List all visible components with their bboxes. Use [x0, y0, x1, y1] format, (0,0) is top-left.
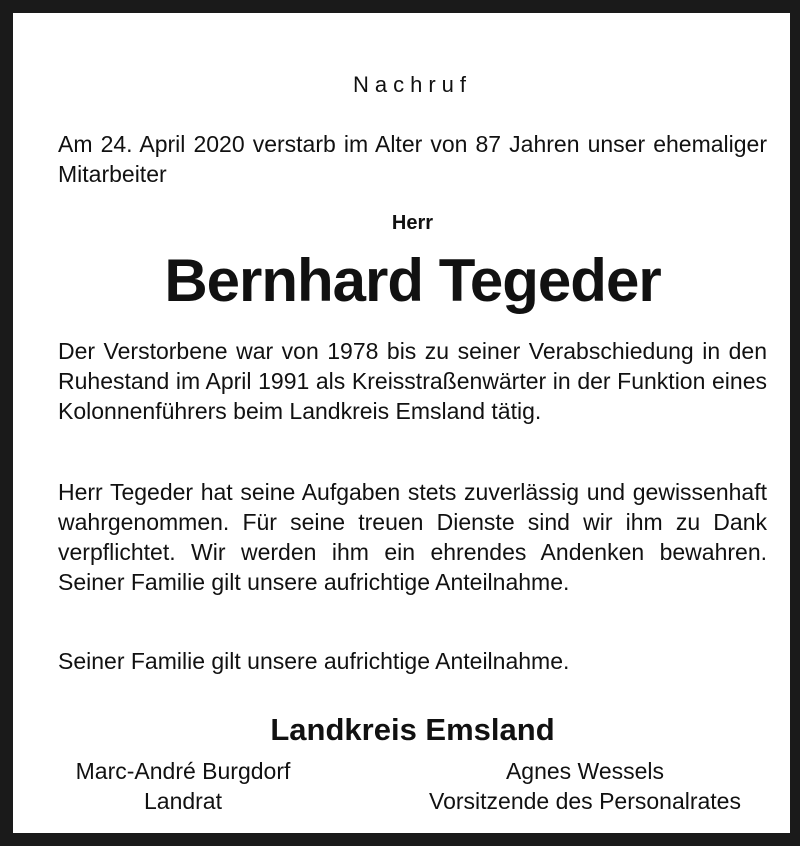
signatory-left [58, 756, 308, 816]
sender-organization: Landkreis Emsland [270, 712, 555, 747]
signatory-name: Marc-André Burgdorf [75, 758, 291, 784]
intro-text: Am 24. April 2020 verstarb im Alter von 87 Jahren unser ehemaliger Mitarbeiter [58, 131, 767, 187]
tribute-paragraph: Herr Tegeder hat seine Aufgaben stets zuverlässig und gewissenhaft wahrgenommen. Für seine treuen Dienste sind wir ihm zu Dank verpflichtet. Wir werden ihm ein ehrendes Andenken bewahren. Seiner Familie gilt unsere aufrichtige Anteilnahme. [58, 479, 767, 595]
condolence-paragraph: Seiner Familie gilt unsere aufrichtige Anteilnahme. [58, 648, 570, 674]
signatory-title: Vorsitzende des Personalrates [429, 788, 741, 814]
signatory-name: Agnes Wessels [505, 758, 665, 784]
salutation: Herr [391, 212, 434, 234]
career-paragraph: Der Verstorbene war von 1978 bis zu seiner Verabschiedung in den Ruhestand im April 1991 als Kreisstraßenwärter in der Funktion eines Kolonnenführers beim Landkreis Emsland tätig. [58, 338, 767, 424]
signatory-title: Landrat [143, 788, 222, 814]
signatory-right [403, 756, 767, 816]
obituary-heading: Nachruf [352, 72, 473, 97]
deceased-name: Bernhard Tegeder [164, 247, 661, 314]
